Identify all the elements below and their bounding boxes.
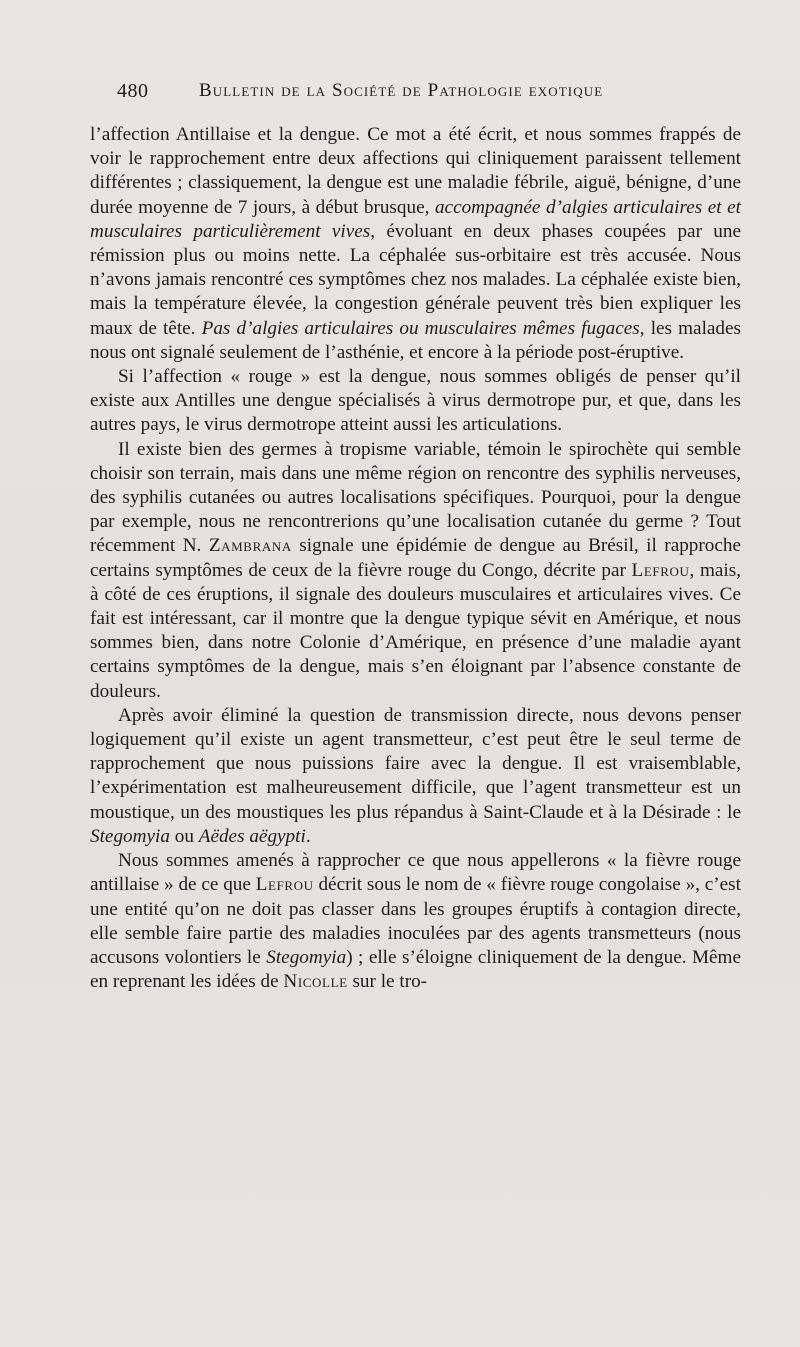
paragraph-text: signale une épidémie de dengue au Brésil, il rapproche certains symptômes de ceux de la fièvre rouge du Congo, décrite par <box>90 535 742 581</box>
author-name: Lefrou <box>631 559 690 581</box>
paragraph-text: , les malades nous ont signalé seulement de l’asthénie, et encore à la période post-éruptive. <box>90 317 741 363</box>
running-title: Bulletin de la Société de Pathologie exotique <box>199 80 604 101</box>
species-name: Stegomyia <box>266 946 347 968</box>
paragraph-text: sur le tro- <box>347 971 428 993</box>
paragraph-text: décrit sous le nom de « fièvre rouge congolaise », c’est une entité qu’on ne doit pas classer dans les groupes éruptifs à contagion directe, elle semble faire partie des maladies inoculées par des agents transmetteurs (nous accusons volontiers le <box>90 874 741 968</box>
paragraph-text: ) ; elle s’éloigne cliniquement de la dengue. Même en reprenant les idées de <box>90 946 741 993</box>
author-name: Zambrana <box>208 535 292 557</box>
italic-phrase: accompagnée d’algies articulaires et et musculaires particulièrement vives <box>90 196 741 242</box>
author-name: Lefrou <box>255 874 314 896</box>
paragraph-text: . <box>305 825 311 847</box>
author-name: Nicolle <box>283 971 348 993</box>
page-number: 480 <box>117 80 149 102</box>
paragraph-2: Si l’affection « rouge » est la dengue, nous sommes obligés de penser qu’il existe aux Antilles une dengue spécialisés à virus dermotrope pur, et que, dans les autres pays, le virus dermotrope atteint aussi les articulations. <box>90 366 741 436</box>
species-name: Stegomyia <box>90 825 170 847</box>
paragraph-3 <box>90 438 741 704</box>
italic-phrase: Pas d’algies articulaires ou musculaires mêmes fugaces <box>201 317 640 339</box>
species-name: Aëdes aëgypti <box>198 825 306 847</box>
paragraph-text: , mais, à côté de ces éruptions, il signale des douleurs musculaires et articulaires vives. Ce fait est intéressant, car il montre que la dengue typique sévit en Amérique, et nous sommes bien, dans notre Colonie d’Amérique, en présence d’une maladie ayant certains symptômes de la dengue, mais s’en éloignant par l’absence constante de douleurs. <box>90 559 741 702</box>
paragraph-text: Il existe bien des germes à tropisme variable, témoin le spirochète qui semble choisir son terrain, mais dans une même région on rencontre des syphilis nerveuses, des syphilis cutanées ou autres localisations spécifiques. Pourquoi, pour la dengue par exemple, nous ne rencontrerions qu’une localisation cutanée du germe ? Tout récemment N. <box>90 438 741 557</box>
paragraph-1 <box>90 123 741 365</box>
paragraph-text: Nous sommes amenés à rapprocher ce que nous appellerons « la fièvre rouge antillaise » de ce que <box>90 850 741 896</box>
body-text <box>90 123 741 994</box>
paragraph-text: , évoluant en deux phases coupées par une rémission plus ou moins nette. La céphalée sus-orbitaire est très accusée. Nous n’avons jamais rencontré ces symptômes chez nos malades. La céphalée existe bien, mais la température élevée, la congestion générale peuvent très bien expliquer les maux de tête. <box>90 220 741 339</box>
paragraph-text: l’affection Antillaise et la dengue. Ce mot a été écrit, et nous sommes frappés de voir le rapprochement entre deux affections qui cliniquement paraissent tellement différentes ; classiquement, la dengue est une maladie fébrile, aiguë, bénigne, d’une durée moyenne de 7 jours, à début brusque, <box>90 124 741 218</box>
page-header <box>117 80 737 110</box>
paragraph-4 <box>90 704 741 849</box>
paragraph-text: Après avoir éliminé la question de transmission directe, nous devons penser logiquement qu’il existe un agent transmetteur, c’est peut être le seul terme de rapprochement que nous puissions faire avec la dengue. Il est vraisemblable, l’expérimentation est malheureusement difficile, que l’agent transmetteur est un moustique, un des moustiques les plus répandus à Saint-Claude et à la Désirade : le <box>90 704 741 823</box>
paragraph-5 <box>90 849 741 994</box>
paragraph-text: ou <box>169 825 199 847</box>
